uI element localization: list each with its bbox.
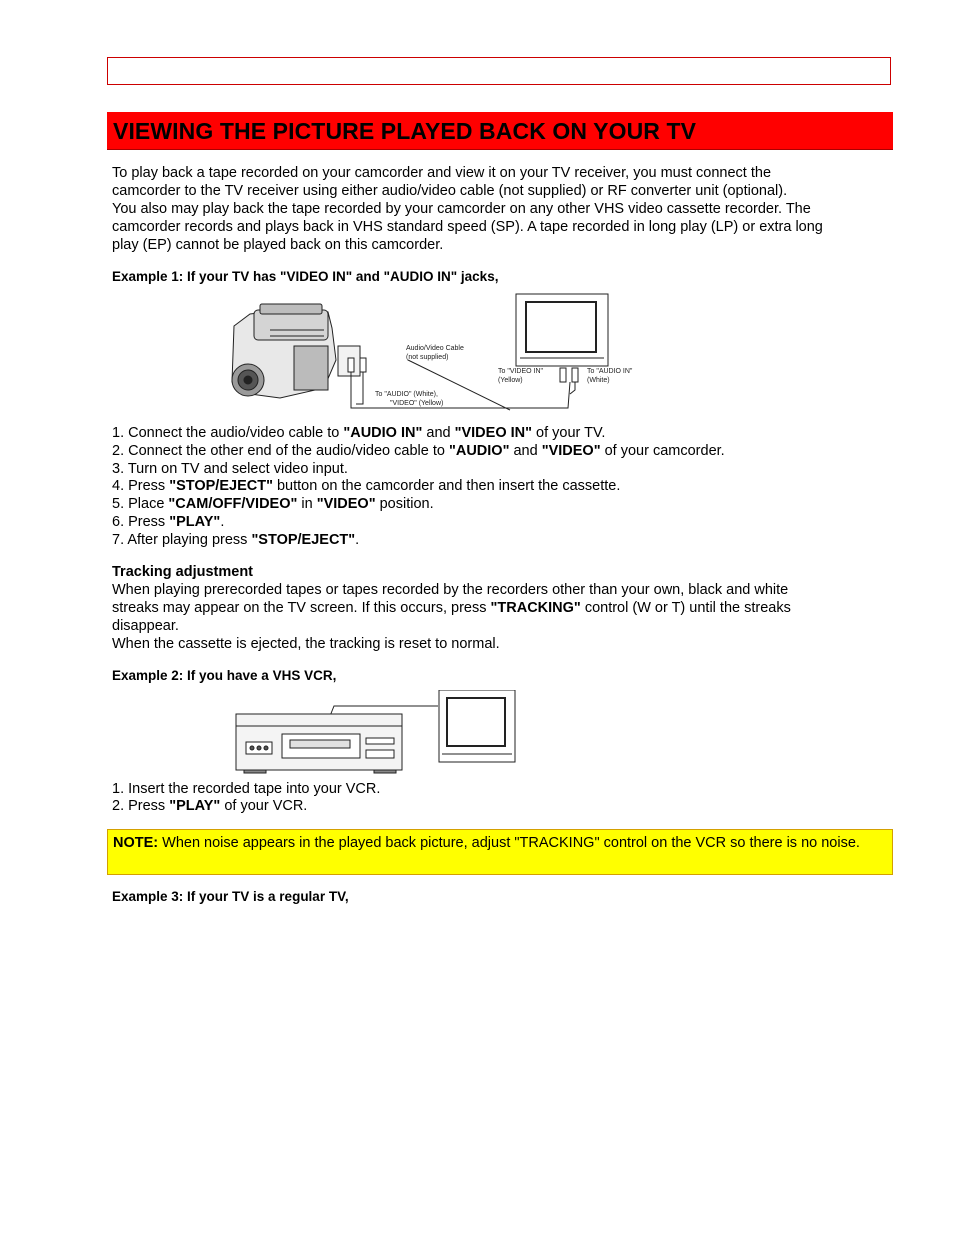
tracking-line: When the cassette is ejected, the tracking is reset to normal. — [112, 636, 500, 652]
intro-line: play (EP) cannot be played back on this camcorder. — [112, 237, 444, 253]
example2-heading: Example 2: If you have a VHS VCR, — [112, 668, 337, 683]
note-text: NOTE: When noise appears in the played back picture, adjust "TRACKING" control on the VCR so there is no noise. — [113, 835, 860, 851]
header-box — [107, 57, 891, 85]
list-item: 7. After playing press "STOP/EJECT". — [112, 532, 360, 548]
list-item: 1. Connect the audio/video cable to "AUDIO IN" and "VIDEO IN" of your TV. — [112, 425, 606, 441]
intro-line: camcorder records and plays back in VHS standard speed (SP). A tape recorded in long play (LP) or extra long — [112, 219, 823, 235]
example2-step: 1. Insert the recorded tape into your VCR. — [112, 781, 381, 797]
list-item: 4. Press "STOP/EJECT" button on the camcorder and then insert the cassette. — [112, 478, 621, 494]
example2-step: 2. Press "PLAY" of your VCR. — [112, 798, 308, 814]
label-to-video: "VIDEO" (Yellow) — [390, 400, 444, 407]
page-title-banner — [107, 112, 893, 150]
intro-line: To play back a tape recorded on your camcorder and view it on your TV receiver, you must connect the — [112, 165, 772, 181]
label-white: (White) — [587, 377, 610, 384]
intro-line: You also may play back the tape recorded by your camcorder on any other VHS video cassette recorder. The — [112, 201, 811, 217]
page-title: VIEWING THE PICTURE PLAYED BACK ON YOUR TV — [113, 118, 697, 144]
tracking-heading: Tracking adjustment — [112, 564, 254, 580]
label-to-audio: To "AUDIO" (White), — [375, 391, 438, 398]
tracking-line: streaks may appear on the TV screen. If this occurs, press "TRACKING" control (W or T) until the streaks — [112, 600, 791, 616]
list-item: 5. Place "CAM/OFF/VIDEO" in "VIDEO" position. — [112, 496, 434, 512]
example1-heading: Example 1: If your TV has "VIDEO IN" and "AUDIO IN" jacks, — [112, 269, 499, 284]
example3-heading: Example 3: If your TV is a regular TV, — [112, 889, 349, 904]
tracking-line: disappear. — [112, 618, 179, 634]
label-to-video-in: To "VIDEO IN" — [498, 368, 544, 375]
camcorder-tv-connection-figure — [220, 290, 660, 415]
label-to-audio-in: To "AUDIO IN" — [587, 368, 633, 375]
vcr-tv-figure — [234, 690, 518, 774]
label-cable: Audio/Video Cable — [406, 345, 464, 352]
intro-line: camcorder to the TV receiver using either audio/video cable (not supplied) or RF converter unit (optional). — [112, 183, 788, 199]
list-item: 6. Press "PLAY". — [112, 514, 225, 530]
label-yellow: (Yellow) — [498, 377, 523, 384]
list-item: 2. Connect the other end of the audio/video cable to "AUDIO" and "VIDEO" of your camcorder. — [112, 443, 725, 459]
note-box — [107, 829, 893, 875]
label-cable-note: (not supplied) — [406, 354, 449, 361]
tracking-line: When playing prerecorded tapes or tapes recorded by the recorders other than your own, black and white — [112, 582, 789, 598]
list-item: 3. Turn on TV and select video input. — [112, 461, 348, 477]
